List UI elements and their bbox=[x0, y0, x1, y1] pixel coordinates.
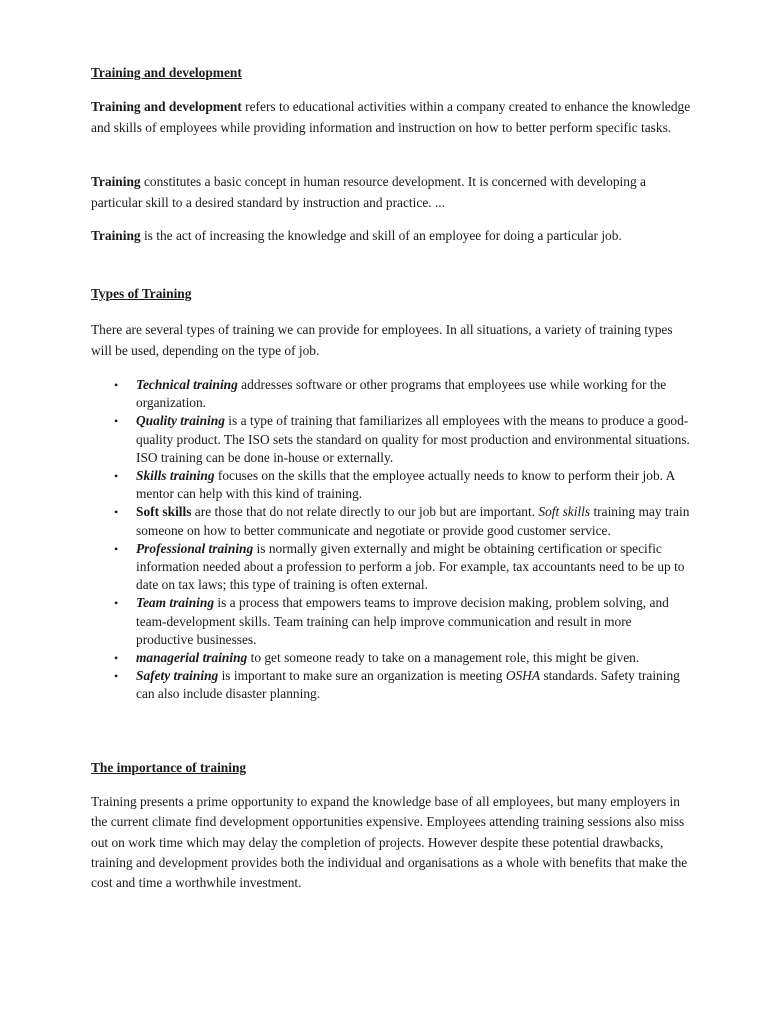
list-item-term: Team training bbox=[136, 595, 215, 611]
list-item-text: is normally given externally and might be obtaining certification or specific information needed about a profession to perform a job. For example, tax accountants need to be up to date on tax laws; this type of training is often external. bbox=[136, 540, 685, 593]
intro-paragraph-1 bbox=[91, 97, 691, 138]
intro-text-1: refers to educational activities within a company created to enhance the knowledge and skills of employees while providing information and instruction on how to better perform specific tasks. bbox=[91, 99, 691, 135]
intro-term-3: Training bbox=[91, 228, 141, 243]
list-item bbox=[91, 376, 691, 412]
list-item bbox=[91, 594, 691, 649]
list-item bbox=[91, 667, 691, 703]
list-item-term: Safety training bbox=[136, 668, 219, 684]
training-types-list bbox=[91, 376, 691, 704]
list-item-text: addresses software or other programs that employees use while working for the organization. bbox=[136, 377, 667, 411]
list-item bbox=[91, 467, 691, 503]
types-heading: Types of Training bbox=[91, 286, 192, 301]
types-intro-paragraph: There are several types of training we can provide for employees. In all situations, a variety of training types will be used, depending on the type of job. bbox=[91, 322, 673, 358]
list-item-text: are those that do not relate directly to our job but are important. bbox=[191, 504, 539, 520]
intro-text-3: is the act of increasing the knowledge and skill of an employee for doing a particular job. bbox=[140, 228, 622, 243]
list-item-text-continued: standards. Safety training can also include disaster planning. bbox=[136, 668, 680, 702]
list-item bbox=[91, 649, 691, 667]
list-item-italic: Soft skills bbox=[538, 504, 591, 520]
list-item-text-continued: training may train someone on how to better communicate and negotiate or provide good customer service. bbox=[136, 504, 690, 538]
list-item-text: is important to make sure an organization is meeting bbox=[218, 668, 506, 684]
list-item-italic: OSHA bbox=[505, 668, 541, 684]
intro-paragraph-3 bbox=[91, 226, 691, 247]
list-item-term: Soft skills bbox=[136, 504, 192, 520]
intro-term-1: Training and development bbox=[91, 99, 242, 114]
list-item-term: Quality training bbox=[136, 413, 225, 429]
bullet-marker: • bbox=[114, 596, 119, 611]
list-item bbox=[91, 503, 691, 539]
intro-term-2: Training bbox=[91, 174, 141, 189]
bullet-marker: • bbox=[114, 505, 119, 520]
importance-paragraph: Training presents a prime opportunity to expand the knowledge base of all employees, but many employers in the current climate find development opportunities expensive. Employees attending training sessions also miss out on work time which may delay the completion of projects. However despite these potential drawbacks, training and development provides both the individual and organisations as a whole with benefits that make the cost and time a worthwhile investment. bbox=[91, 794, 688, 891]
list-item-term: Skills training bbox=[136, 468, 215, 484]
importance-heading: The importance of training bbox=[91, 760, 247, 775]
list-item-term: managerial training bbox=[136, 650, 248, 666]
document-title: Training and development bbox=[91, 65, 242, 80]
bullet-marker: • bbox=[114, 378, 119, 392]
list-item-term: Technical training bbox=[136, 377, 238, 392]
list-item-text: is a process that empowers teams to improve decision making, problem solving, and team-development skills. Team training can help improve communication and result in more productive businesses. bbox=[136, 595, 669, 647]
list-item-text: focuses on the skills that the employee actually needs to know to perform their job. A mentor can help with this kind of training. bbox=[136, 468, 675, 502]
bullet-marker: • bbox=[114, 651, 119, 666]
list-item-text: to get someone ready to take on a management role, this might be given. bbox=[247, 650, 640, 666]
list-item bbox=[91, 412, 691, 467]
bullet-marker: • bbox=[114, 669, 119, 684]
bullet-marker: • bbox=[114, 414, 119, 429]
list-item bbox=[91, 540, 691, 595]
list-item-term: Professional training bbox=[136, 540, 254, 556]
intro-paragraph-2 bbox=[91, 172, 691, 213]
intro-text-2: constitutes a basic concept in human resource development. It is concerned with developing a particular skill to a desired standard by instruction and practice. ... bbox=[91, 174, 646, 210]
list-item-text: is a type of training that familiarizes all employees with the means to produce a good-quality product. The ISO sets the standard on quality for most production and environmental situations. ISO training can be done in-house or externally. bbox=[136, 413, 690, 465]
bullet-marker: • bbox=[114, 541, 119, 556]
bullet-marker: • bbox=[114, 469, 119, 484]
